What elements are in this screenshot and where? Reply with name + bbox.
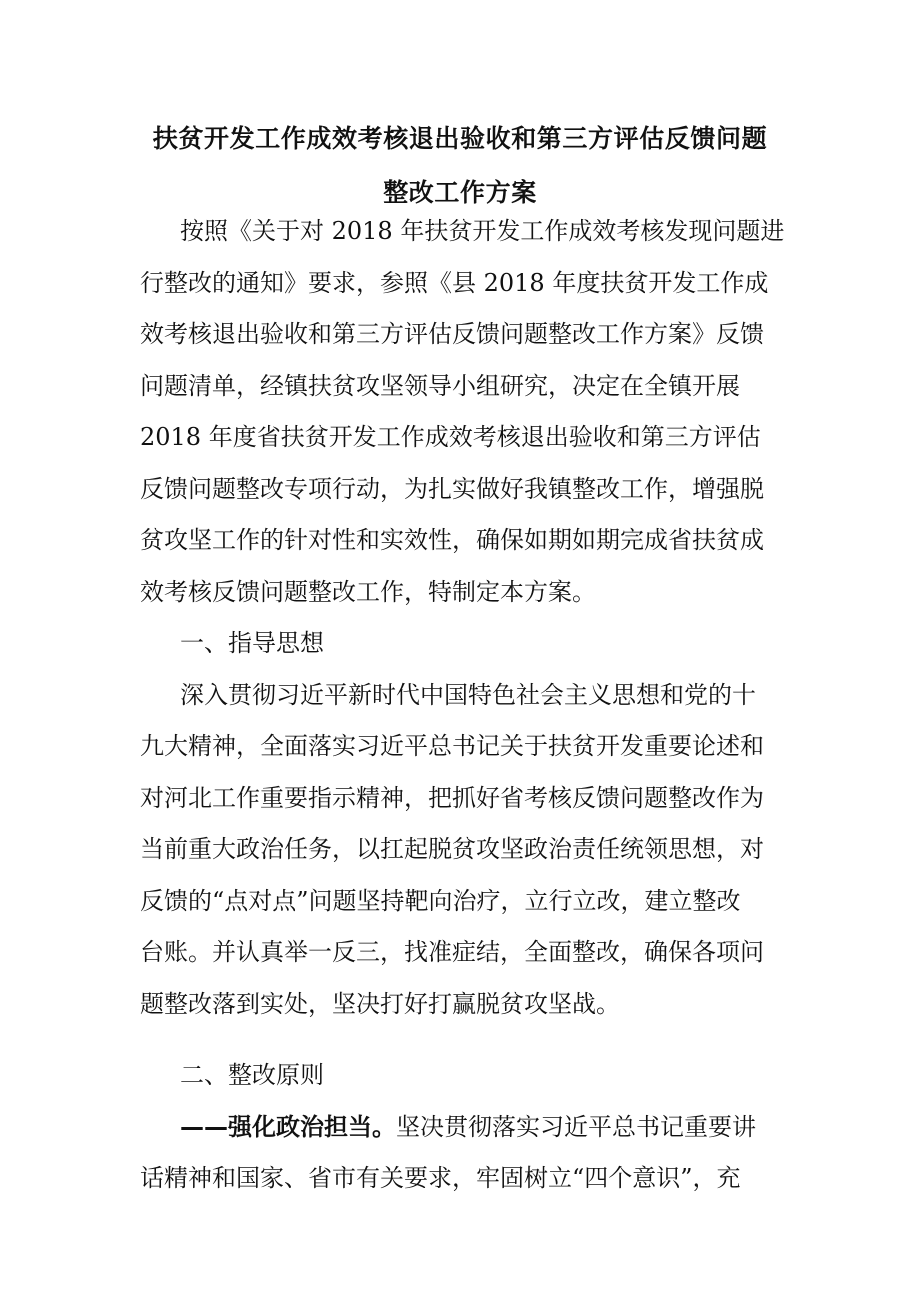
intro-line: 2018 年度省扶贫开发工作成效考核退出验收和第三方评估 (140, 423, 761, 451)
section-heading-guiding-thought: 一、指导思想 (180, 629, 324, 657)
section1-line: 深入贯彻习近平新时代中国特色社会主义思想和党的十 (180, 680, 756, 709)
intro-line: 问题清单，经镇扶贫攻坚领导小组研究，决定在全镇开展 (140, 371, 740, 400)
title-line-1: 扶贫开发工作成效考核退出验收和第三方评估反馈问题 (152, 124, 768, 153)
section1-line: 九大精神，全面落实习近平总书记关于扶贫开发重要论述和 (140, 732, 764, 760)
section2-line: 坚决贯彻落实习近平总书记重要讲 (396, 1112, 756, 1141)
section1-line: 反馈的“点对点”问题坚持靶向治疗，立行立改，建立整改 (140, 886, 741, 915)
section2-first-line (140, 1102, 800, 1154)
intro-line: 效考核退出验收和第三方评估反馈问题整改工作方案》反馈 (140, 320, 764, 348)
intro-line: 按照《关于对 2018 年扶贫开发工作成效考核发现问题进 (180, 217, 785, 245)
intro-line: 效考核反馈问题整改工作，特制定本方案。 (140, 577, 596, 606)
section-gap (140, 1030, 800, 1050)
intro-line: 行整改的通知》要求，参照《县 2018 年度扶贫开发工作成 (140, 268, 769, 297)
section1-line: 当前重大政治任务，以扛起脱贫攻坚政治责任统领思想，对 (140, 835, 764, 863)
document-body (140, 206, 800, 1205)
principle-bold-lead: ——强化政治担当。 (180, 1112, 396, 1141)
section2-line: 话精神和国家、省市有关要求，牢固树立“四个意识”，充 (140, 1164, 741, 1192)
section1-line: 对河北工作重要指示精神，把抓好省考核反馈问题整改作为 (140, 783, 764, 812)
document-title (140, 112, 780, 220)
intro-line: 贫攻坚工作的针对性和实效性，确保如期如期完成省扶贫成 (140, 526, 764, 554)
section1-line: 台账。并认真举一反三，找准症结，全面整改，确保各项问 (140, 938, 764, 966)
intro-line: 反馈问题整改专项行动，为扎实做好我镇整改工作，增强脱 (140, 474, 764, 503)
title-line-2: 整改工作方案 (383, 178, 537, 207)
section1-line: 题整改落到实处，坚决打好打赢脱贫攻坚战。 (140, 989, 620, 1018)
section-heading-rectification-principles: 二、整改原则 (180, 1061, 324, 1089)
